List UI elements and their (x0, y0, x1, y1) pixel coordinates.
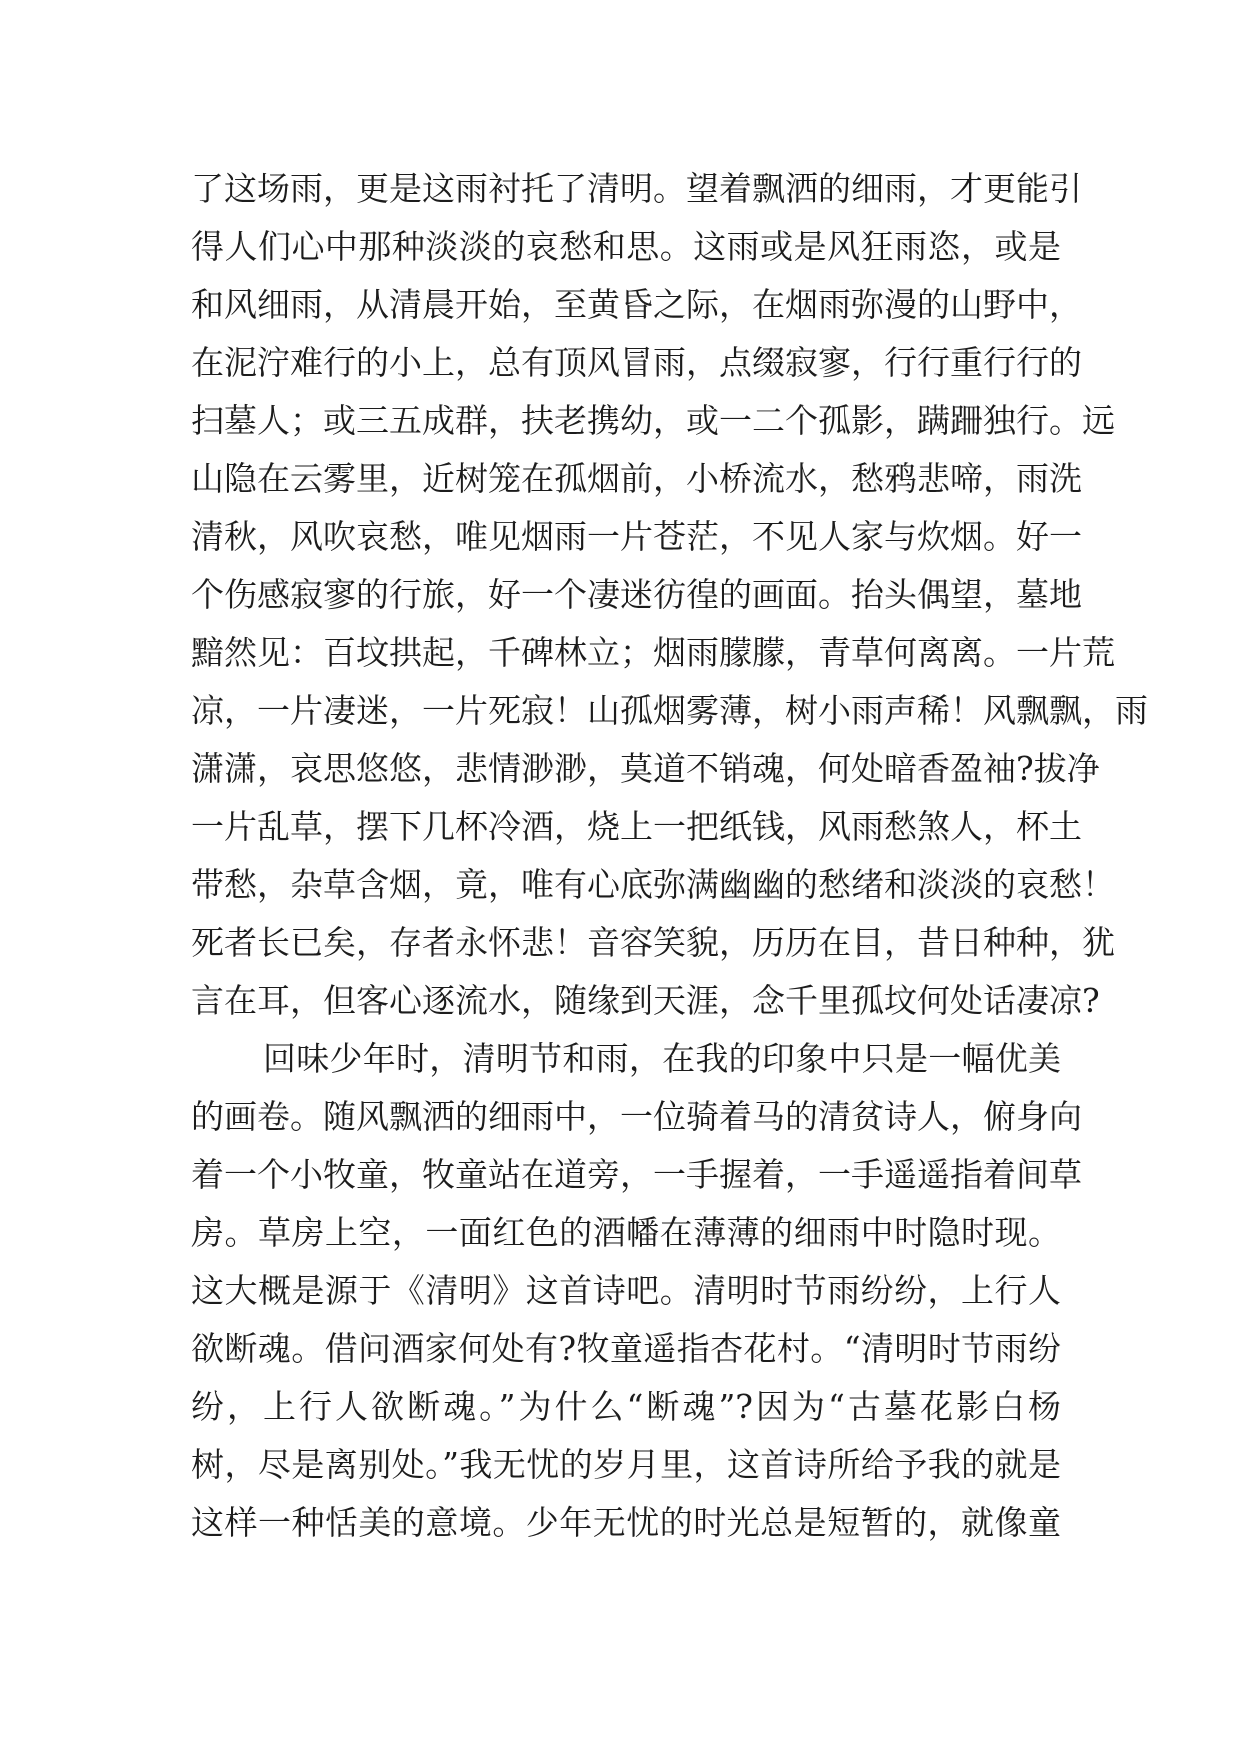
text-line: 凉，一片凄迷，一片死寂！山孤烟雾薄，树小雨声稀！风飘飘，雨 (191, 691, 1148, 730)
text-line: 在泥泞难行的小上，总有顶风冒雨，点缀寂寥，行行重行行的 (191, 343, 1082, 382)
text-line: 的画卷。随风飘洒的细雨中，一位骑着马的清贫诗人，俯身向 (191, 1097, 1082, 1136)
paragraph-start-line: 回味少年时，清明节和雨，在我的印象中只是一幅优美 (263, 1039, 1061, 1078)
text-line: 扫墓人；或三五成群，扶老携幼，或一二个孤影，蹒跚独行。远 (191, 401, 1115, 440)
text-line: 这大概是源于《清明》这首诗吧。清明时节雨纷纷，上行人 (191, 1271, 1061, 1310)
text-line: 山隐在云雾里，近树笼在孤烟前，小桥流水，愁鸦悲啼，雨洗 (191, 459, 1082, 498)
text-line: 言在耳，但客心逐流水，随缘到天涯，念千里孤坟何处话凄凉? (191, 981, 1100, 1020)
text-line: 个伤感寂寥的行旅，好一个凄迷彷徨的画面。抬头偶望，墓地 (191, 575, 1082, 614)
text-line: 房。草房上空，一面红色的酒幡在薄薄的细雨中时隐时现。 (191, 1213, 1061, 1252)
body-text (191, 160, 1148, 1552)
text-line: 和风细雨，从清晨开始，至黄昏之际，在烟雨弥漫的山野中， (191, 285, 1082, 324)
text-line: 带愁，杂草含烟，竟，唯有心底弥满幽幽的愁绪和淡淡的哀愁！ (191, 865, 1115, 904)
text-line: 一片乱草，摆下几杯冷酒，烧上一把纸钱，风雨愁煞人，杯土 (191, 807, 1082, 846)
text-line: 纷，上行人欲断魂。”为什么“断魂”?因为“古墓花影白杨 (191, 1387, 1061, 1426)
text-line: 这样一种恬美的意境。少年无忧的时光总是短暂的，就像童 (191, 1503, 1061, 1542)
text-line: 树，尽是离别处。”我无忧的岁月里，这首诗所给予我的就是 (191, 1445, 1061, 1484)
text-line: 着一个小牧童，牧童站在道旁，一手握着，一手遥遥指着间草 (191, 1155, 1082, 1194)
text-line: 清秋，风吹哀愁，唯见烟雨一片苍茫，不见人家与炊烟。好一 (191, 517, 1082, 556)
text-line: 潇潇，哀思悠悠，悲情渺渺，莫道不销魂，何处暗香盈袖?拔净 (191, 749, 1100, 788)
text-line: 了这场雨，更是这雨衬托了清明。望着飘洒的细雨，才更能引 (191, 169, 1082, 208)
text-line: 死者长已矣，存者永怀悲！音容笑貌，历历在目，昔日种种，犹 (191, 923, 1115, 962)
text-line: 黯然见：百坟拱起，千碑林立；烟雨朦朦，青草何离离。一片荒 (191, 633, 1115, 672)
text-line: 欲断魂。借问酒家何处有?牧童遥指杏花村。“清明时节雨纷 (191, 1329, 1061, 1368)
text-line: 得人们心中那种淡淡的哀愁和思。这雨或是风狂雨恣，或是 (191, 227, 1061, 266)
